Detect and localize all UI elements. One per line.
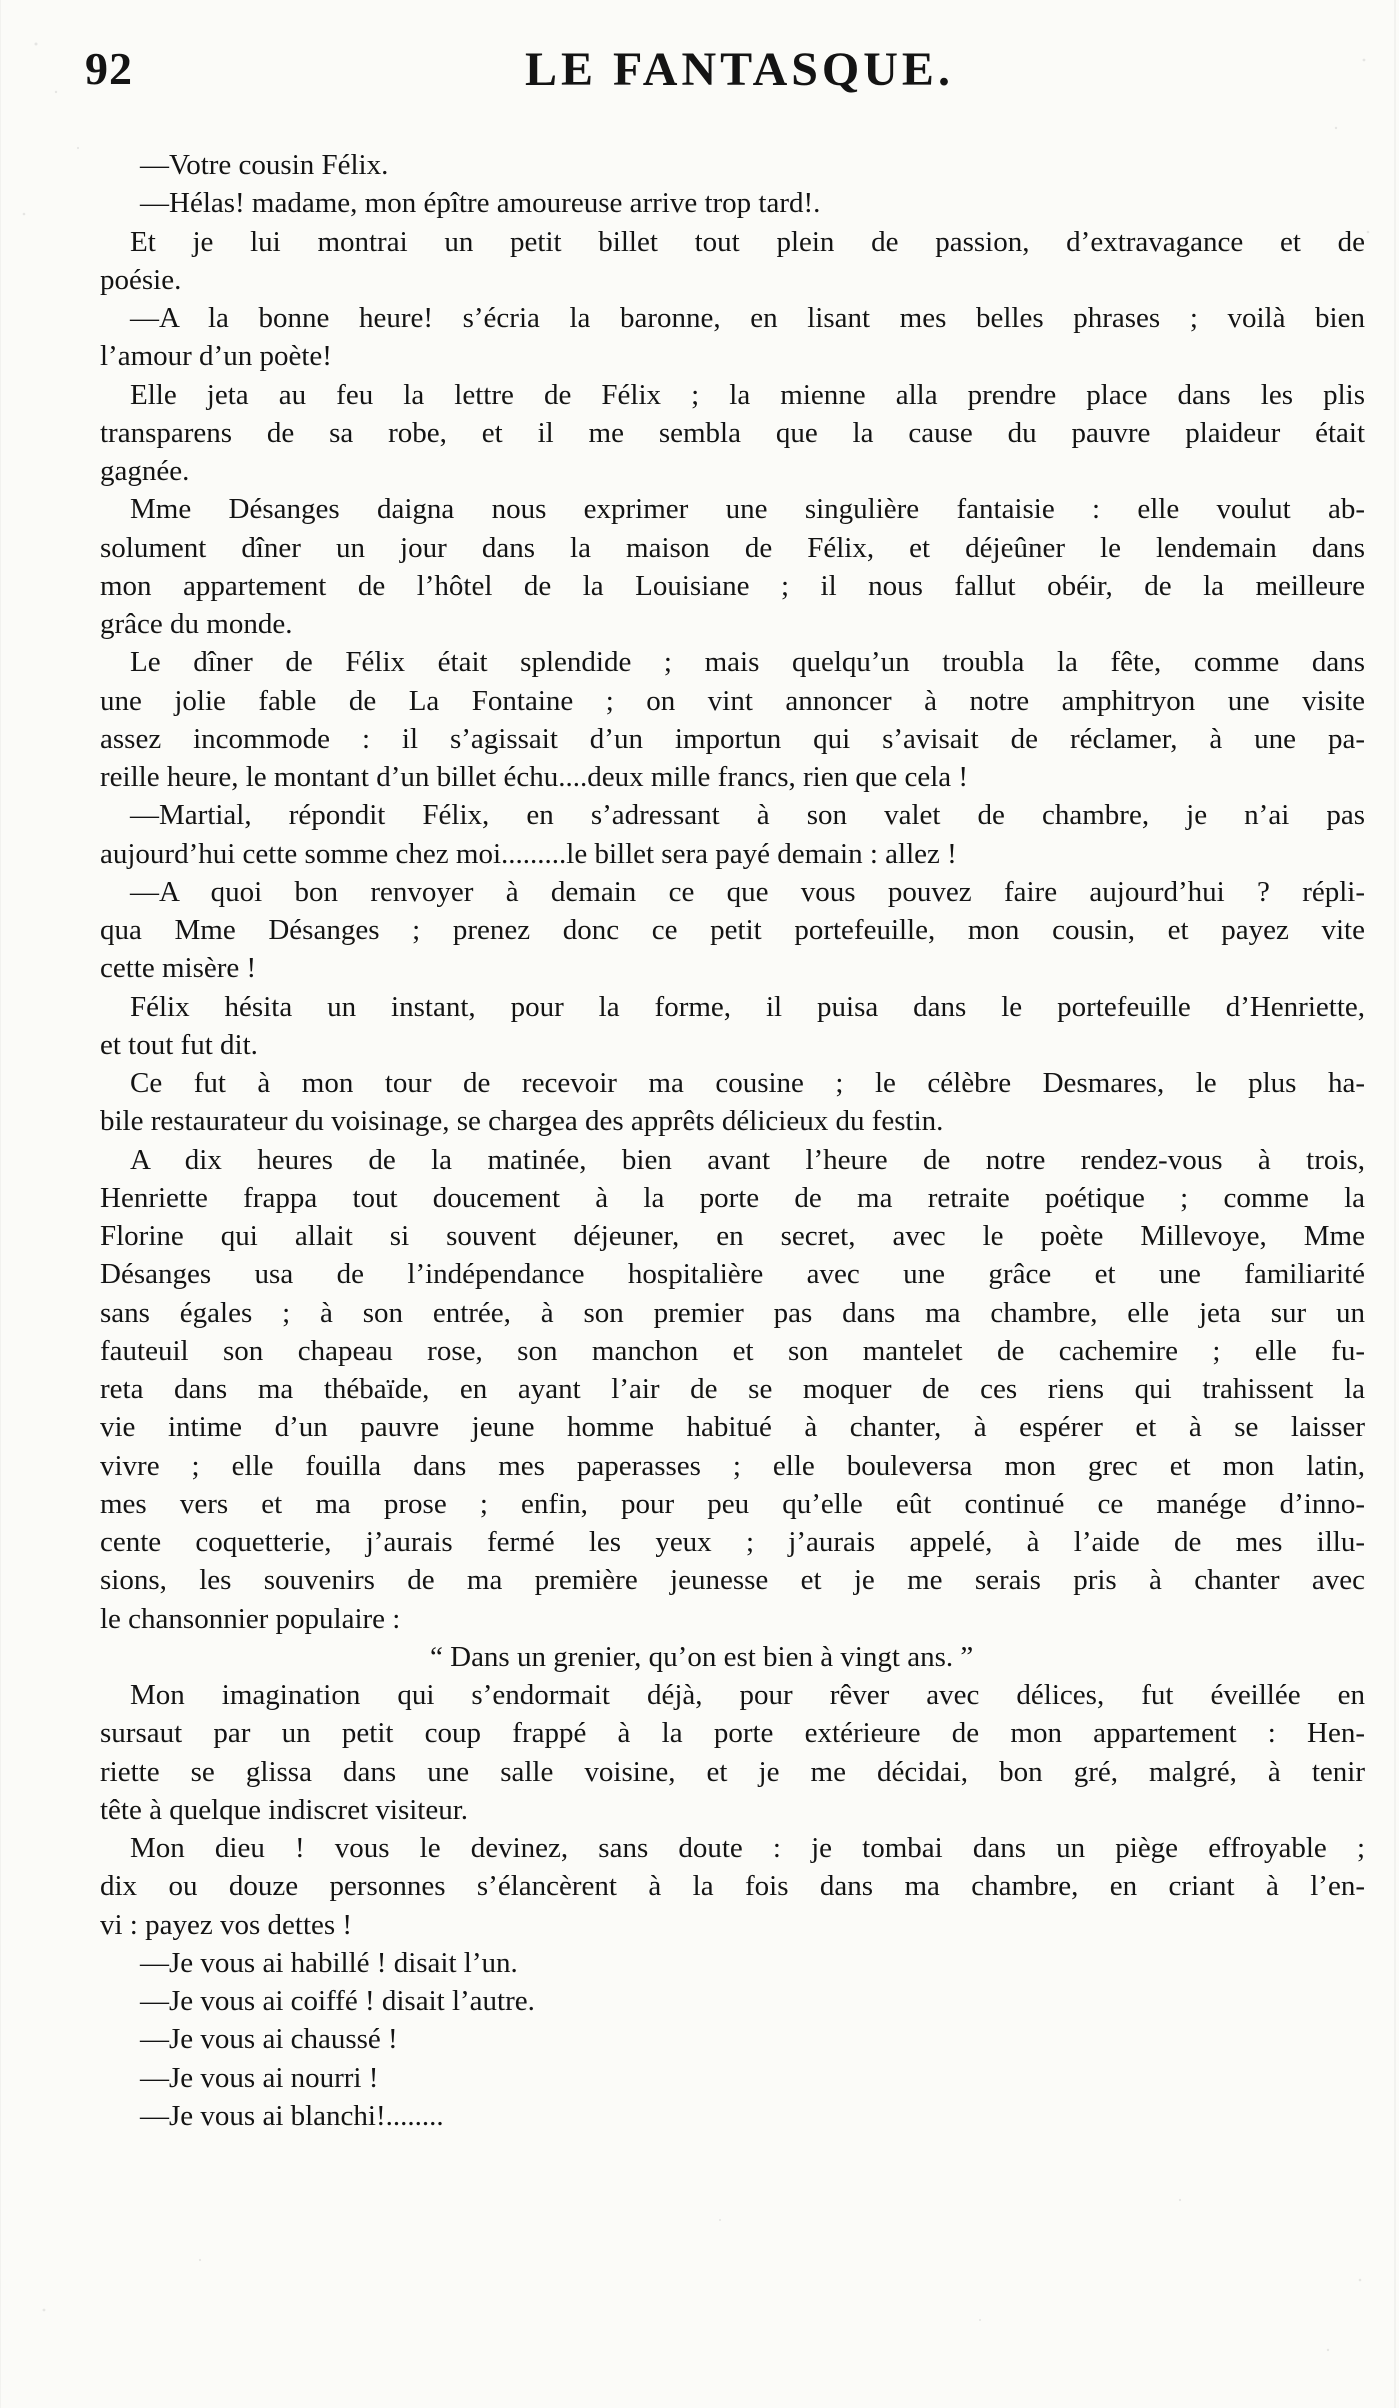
text-line: Mon imagination qui s’endormait déjà, pour rêver avec délices, fut éveillée en: [130, 1679, 1365, 1711]
text-line: Félix hésita un instant, pour la forme, il puisa dans le portefeuille d’Henriette,: [130, 990, 1365, 1023]
text-line: solument dîner un jour dans la maison de Félix, et déjeûner le lendemain dans: [100, 531, 1365, 564]
text-line: mon appartement de l’hôtel de la Louisiane ; il nous fallut obéir, de la meilleure: [100, 569, 1365, 602]
text-line: —Je vous ai habillé ! disait l’un.: [140, 1946, 518, 1979]
text-line: —Martial, répondit Félix, en s’adressant à son valet de chambre, je n’ai pas: [130, 799, 1365, 832]
text-line: reille heure, le montant d’un billet échu....deux mille francs, rien que cela !: [100, 761, 969, 793]
text-line: —Je vous ai coiffé ! disait l’autre.: [140, 1985, 535, 2017]
text-line: assez incommode : il s’agissait d’un importun qui s’avisait de réclamer, à une pa-: [100, 722, 1365, 755]
text-line: Elle jeta au feu la lettre de Félix ; la mienne alla prendre place dans les plis: [130, 378, 1365, 411]
text-line: sursaut par un petit coup frappé à la porte extérieure de mon appartement : Hen-: [100, 1717, 1365, 1750]
text-line: reta dans ma thébaïde, en ayant l’air de se moquer de ces riens qui trahissent la: [100, 1373, 1365, 1405]
text-line: Désanges usa de l’indépendance hospitalière avec une grâce et une familiarité: [100, 1258, 1365, 1291]
text-line: sions, les souvenirs de ma première jeunesse et je me serais pris à chanter avec: [100, 1564, 1365, 1597]
text-line: Et je lui montrai un petit billet tout plein de passion, d’extravagance et de: [130, 225, 1365, 258]
text-line: transparens de sa robe, et il me sembla que la cause du pauvre plaideur était: [100, 416, 1365, 449]
text-line: et tout fut dit.: [100, 1028, 258, 1061]
text-line: A dix heures de la matinée, bien avant l’heure de notre rendez-vous à trois,: [130, 1143, 1365, 1176]
text-line: le chansonnier populaire :: [100, 1602, 401, 1635]
text-line: vie intime d’un pauvre jeune homme habitué à chanter, à espérer et à se laisser: [100, 1411, 1365, 1444]
text-line: —A quoi bon renvoyer à demain ce que vous pouvez faire aujourd’hui ? répli-: [130, 875, 1365, 908]
text-line: aujourd’hui cette somme chez moi.........le billet sera payé demain : allez !: [100, 837, 957, 870]
text-line: une jolie fable de La Fontaine ; on vint annoncer à notre amphitryon une visite: [100, 684, 1365, 717]
text-line: “ Dans un grenier, qu’on est bien à vingt ans. ”: [430, 1640, 974, 1673]
text-line: bile restaurateur du voisinage, se chargea des apprêts délicieux du festin.: [100, 1105, 944, 1138]
text-line: cente coquetterie, j’aurais fermé les yeux ; j’aurais appelé, à l’aide de mes illu-: [100, 1526, 1365, 1558]
text-line: vi : payez vos dettes !: [100, 1908, 353, 1941]
text-line: Mon dieu ! vous le devinez, sans doute : je tombai dans un piège effroyable ;: [130, 1832, 1365, 1864]
text-line: Mme Désanges daigna nous exprimer une singulière fantaisie : elle voulut ab-: [130, 493, 1365, 526]
text-line: riette se glissa dans une salle voisine, et je me décidai, bon gré, malgré, à tenir: [100, 1755, 1365, 1788]
text-line: Le dîner de Félix était splendide ; mais quelqu’un troubla la fête, comme dans: [130, 646, 1365, 679]
text-line: mes vers et ma prose ; enfin, pour peu qu’elle eût continué ce manége d’inno-: [100, 1487, 1365, 1520]
text-line: vivre ; elle fouilla dans mes paperasses ; elle bouleversa mon grec et mon latin,: [100, 1449, 1365, 1482]
text-line: tête à quelque indiscret visiteur.: [100, 1793, 469, 1826]
text-line: —Je vous ai nourri !: [140, 2061, 379, 2094]
text-line: fauteuil son chapeau rose, son manchon et son mantelet de cachemire ; elle fu-: [100, 1334, 1365, 1367]
text-line: Florine qui allait si souvent déjeuner, en secret, avec le poète Millevoye, Mme: [100, 1220, 1365, 1252]
text-line: —Je vous ai blanchi!........: [140, 2099, 444, 2132]
text-line: Ce fut à mon tour de recevoir ma cousine ; le célèbre Desmares, le plus ha-: [130, 1067, 1365, 1099]
text-line: gagnée.: [100, 455, 190, 487]
text-line: cette misère !: [100, 952, 257, 985]
text-line: dix ou douze personnes s’élancèrent à la fois dans ma chambre, en criant à l’en-: [100, 1870, 1365, 1903]
text-line: —Je vous ai chaussé !: [140, 2023, 398, 2056]
text-line: qua Mme Désanges ; prenez donc ce petit portefeuille, mon cousin, et payez vite: [100, 914, 1365, 946]
text-line: sans égales ; à son entrée, à son premier pas dans ma chambre, elle jeta sur un: [100, 1296, 1365, 1329]
running-header: [85, 42, 1385, 112]
text-line: —Votre cousin Félix.: [140, 149, 389, 181]
page-number: 92: [85, 43, 133, 94]
text-line: Henriette frappa tout doucement à la porte de ma retraite poétique ; comme la: [100, 1181, 1365, 1214]
text-line: —Hélas! madame, mon épître amoureuse arrive trop tard!.: [140, 187, 821, 220]
text-line: l’amour d’un poète!: [100, 340, 332, 373]
running-title: LE FANTASQUE.: [525, 43, 954, 96]
text-line: grâce du monde.: [100, 608, 293, 640]
text-line: poésie.: [100, 263, 182, 296]
text-line: —A la bonne heure! s’écria la baronne, en lisant mes belles phrases ; voilà bien: [130, 302, 1365, 334]
